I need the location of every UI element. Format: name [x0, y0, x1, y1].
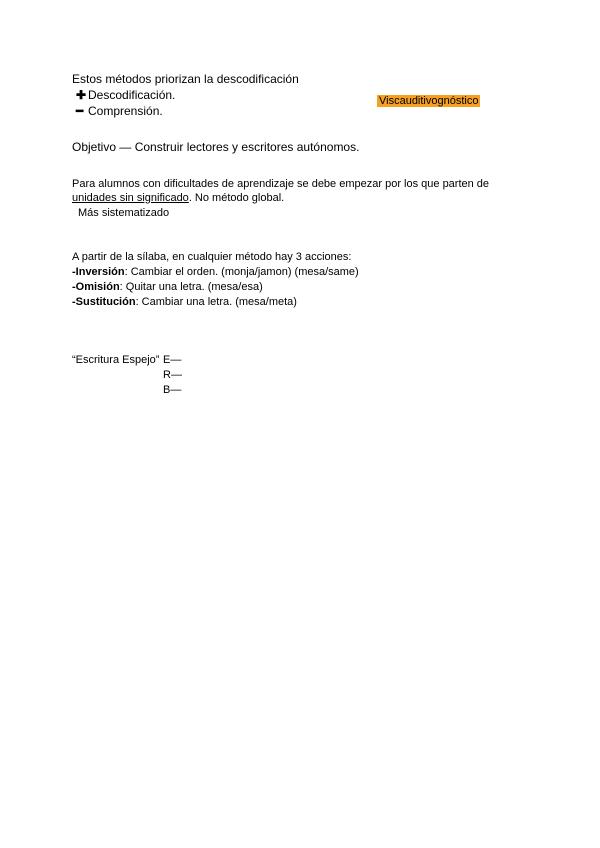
method-tag — [377, 91, 480, 109]
action-omision — [72, 281, 263, 293]
plus-icon: ✚ — [76, 88, 87, 102]
action-term: -Omisión — [72, 281, 120, 293]
action-desc: : Cambiar el orden. (monja/jamon) (mesa/same) — [124, 266, 359, 278]
action-sustitucion — [72, 296, 297, 308]
difficulties-line-1: Para alumnos con dificultades de aprendizaje se debe empezar por los que parten de — [72, 178, 490, 190]
action-desc: : Cambiar una letra. (mesa/meta) — [135, 296, 297, 308]
mirror-line-b: B— — [163, 384, 182, 396]
method-tag-text: Viscauditivognóstico — [379, 95, 479, 107]
actions-intro: A partir de la sílaba, en cualquier método hay 3 acciones: — [72, 251, 352, 263]
objective-line: Objetivo — Construir lectores y escritores autónomos. — [72, 140, 360, 154]
action-inversion — [72, 266, 359, 278]
difficulties-line-2-rest: . No método global. — [188, 192, 285, 204]
difficulties-line-2 — [72, 192, 284, 204]
minus-item — [76, 104, 163, 118]
plus-label: Descodificación. — [88, 88, 176, 102]
action-term: -Inversión — [72, 266, 125, 278]
minus-label: Comprensión. — [88, 104, 163, 118]
action-term: -Sustitución — [72, 296, 136, 308]
difficulties-line-3: Más sistematizado — [78, 207, 170, 219]
methods-intro: Estos métodos priorizan la descodificación — [72, 72, 299, 86]
mirror-line-e: E— — [163, 354, 182, 366]
mirror-title: “Escritura Espejo” — [72, 354, 160, 366]
plus-item — [76, 88, 175, 102]
mirror-line-r: R— — [163, 369, 182, 381]
minus-icon: ━ — [76, 104, 84, 118]
action-desc: : Quitar una letra. (mesa/esa) — [119, 281, 263, 293]
underlined-phrase: unidades sin significado — [72, 192, 189, 204]
